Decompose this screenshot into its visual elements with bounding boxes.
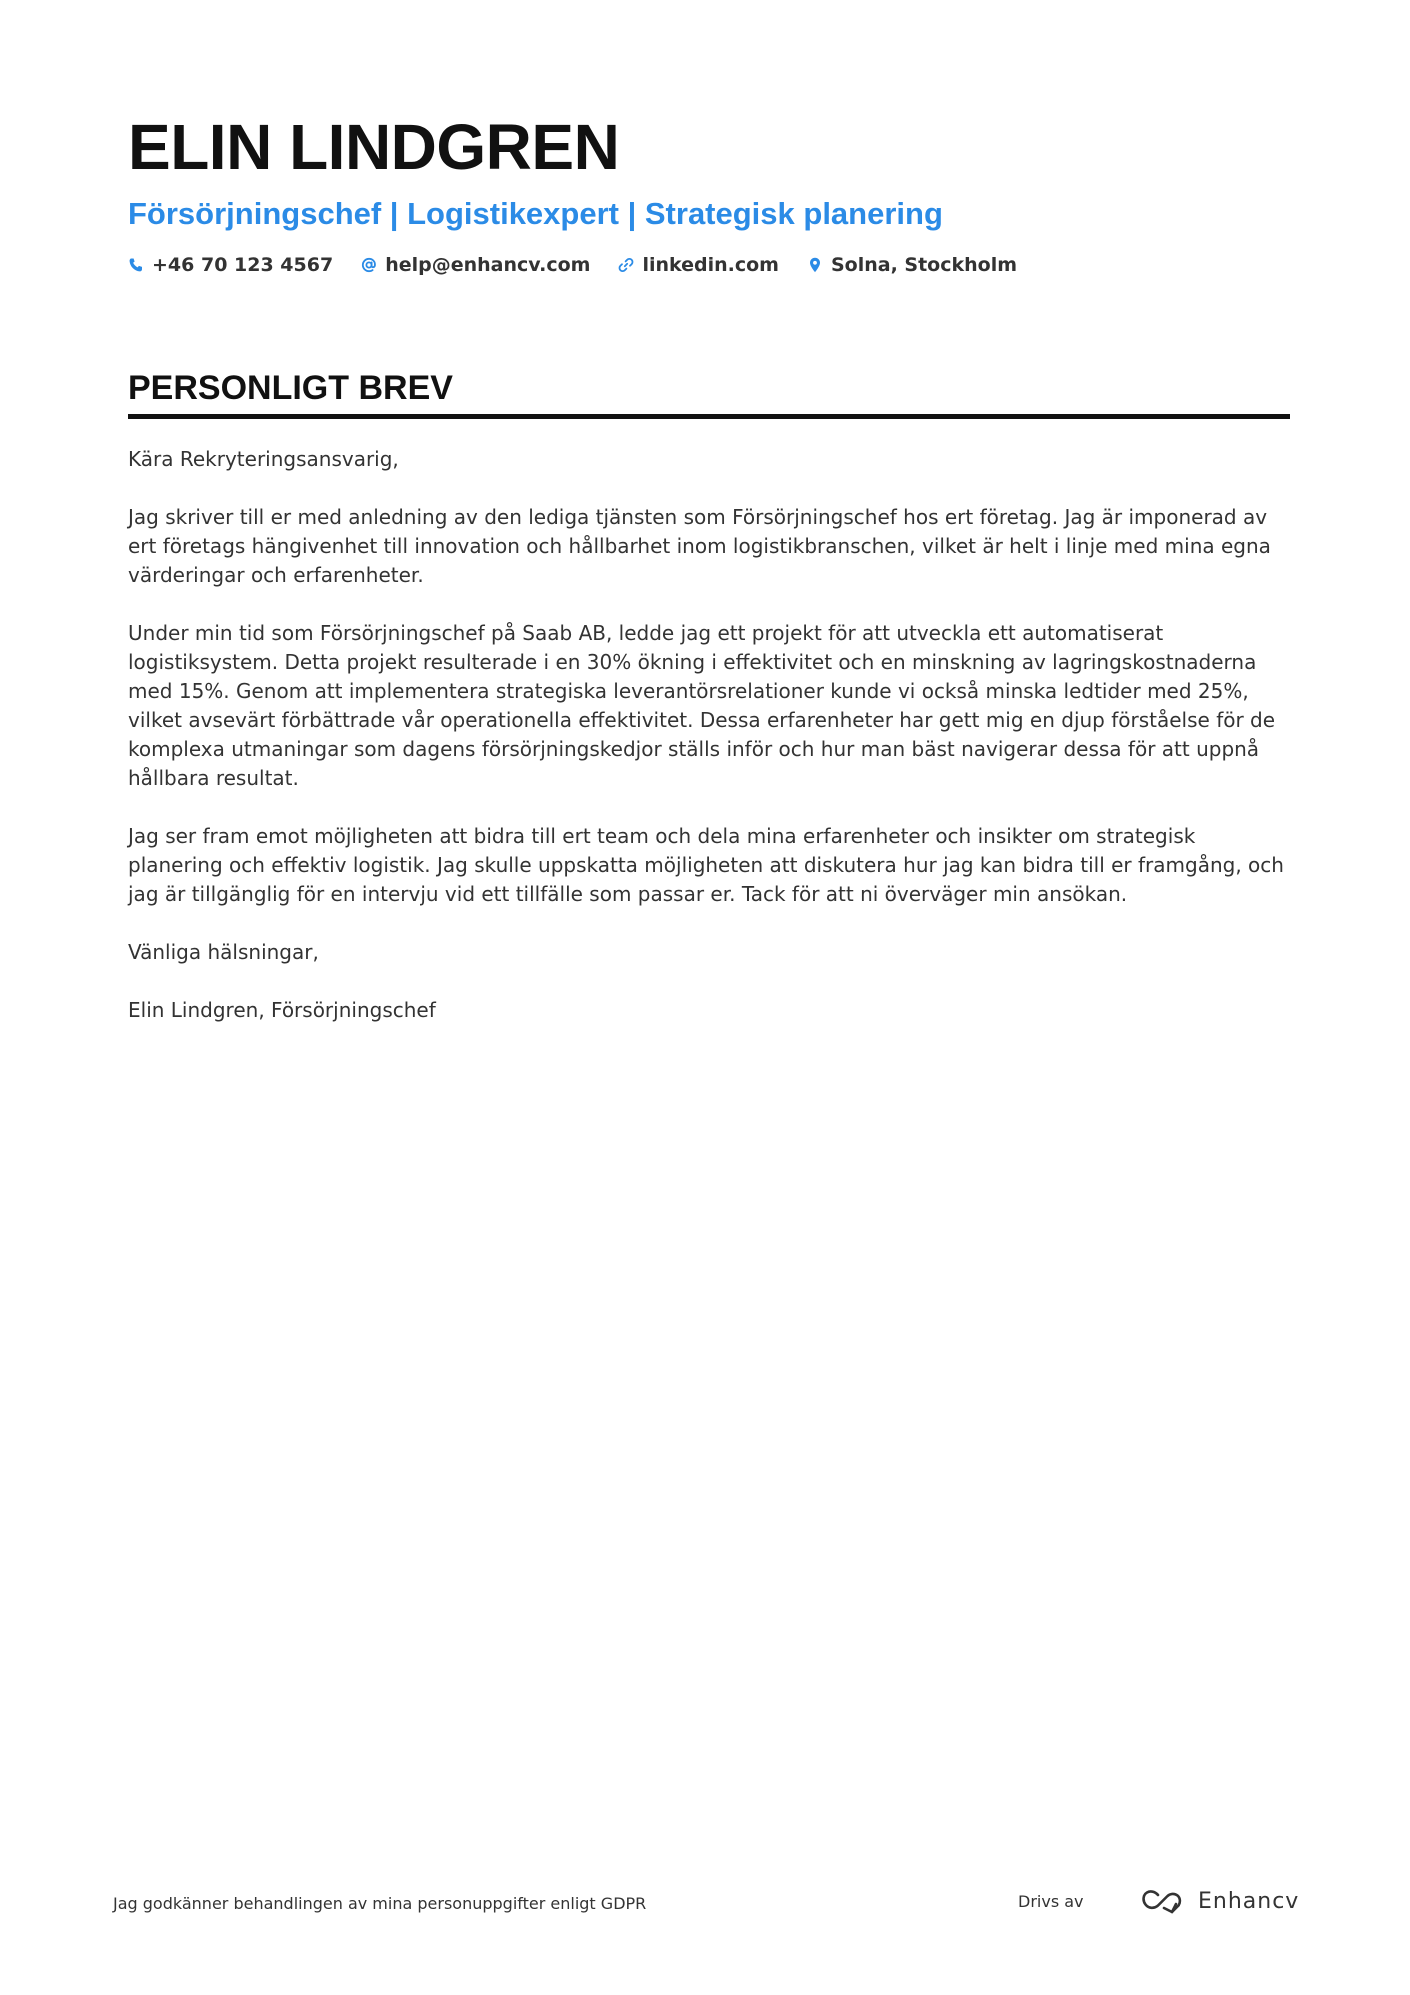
letter-signature: Elin Lindgren, Försörjningschef bbox=[128, 998, 436, 1022]
header bbox=[128, 110, 1288, 276]
letter-paragraph: Under min tid som Försörjningschef på Saab AB, ledde jag ett projekt för att utveckla ett automatiserat logistiksystem. Detta projekt resulterade i en 30% ökning i effektivitet och en minskning av lagringskostnaderna med 15%. Genom att implementera strategiska leverantörsrelationer kunde vi också minska ledtider med 25%, vilket avsevärt förbättrade vår operationella effektivitet. Dessa erfarenheter har gett mig en djup förståelse för de komplexa utmaningar som dagens försörjningskedjor ställs inför och hur man bäst navigerar dessa för att uppnå hållbara resultat. bbox=[128, 621, 1276, 790]
letter-section bbox=[128, 366, 1290, 1054]
section-title: PERSONLIGT BREV bbox=[128, 369, 453, 407]
candidate-headline: Försörjningschef | Logistikexpert | Strategisk planering bbox=[128, 196, 943, 231]
contact-location bbox=[807, 254, 1017, 276]
location-pin-icon bbox=[807, 257, 823, 273]
candidate-name: ELIN LINDGREN bbox=[128, 111, 620, 183]
at-icon bbox=[361, 257, 377, 273]
gdpr-consent-text: Jag godkänner behandlingen av mina personuppgifter enligt GDPR bbox=[113, 1894, 647, 1913]
brand-logo[interactable] bbox=[1138, 1886, 1299, 1916]
profile-link: linkedin.com bbox=[642, 254, 779, 276]
email-address: help@enhancv.com bbox=[385, 254, 591, 276]
brand-name: Enhancv bbox=[1198, 1888, 1300, 1914]
powered-by-label: Drivs av bbox=[1018, 1892, 1084, 1911]
letter-closing: Vänliga hälsningar, bbox=[128, 940, 319, 964]
letter-body bbox=[128, 445, 1290, 1025]
contact-link bbox=[618, 254, 779, 276]
letter-greeting: Kära Rekryteringsansvarig, bbox=[128, 447, 399, 471]
phone-number: +46 70 123 4567 bbox=[152, 254, 334, 276]
link-icon bbox=[618, 257, 634, 273]
contact-phone bbox=[128, 254, 333, 276]
enhancv-logo-icon bbox=[1138, 1886, 1186, 1916]
phone-icon bbox=[128, 257, 144, 273]
contact-bar bbox=[128, 254, 1288, 276]
letter-paragraph: Jag ser fram emot möjligheten att bidra till ert team och dela mina erfarenheter och insikter om strategisk planering och effektiv logistik. Jag skulle uppskatta möjligheten att diskutera hur jag kan bidra till er framgång, och jag är tillgänglig för en intervju vid ett tillfälle som passar er. Tack för att ni överväger min ansökan. bbox=[128, 824, 1284, 906]
contact-email bbox=[361, 254, 590, 276]
letter-paragraph: Jag skriver till er med anledning av den lediga tjänsten som Försörjningschef hos ert företag. Jag är imponerad av ert företags hängivenhet till innovation och hållbarhet inom logistikbranschen, vilket är helt i linje med mina egna värderingar och erfarenheter. bbox=[128, 505, 1271, 587]
section-divider bbox=[128, 414, 1290, 419]
location-text: Solna, Stockholm bbox=[830, 254, 1018, 276]
footer bbox=[113, 1886, 1300, 1926]
